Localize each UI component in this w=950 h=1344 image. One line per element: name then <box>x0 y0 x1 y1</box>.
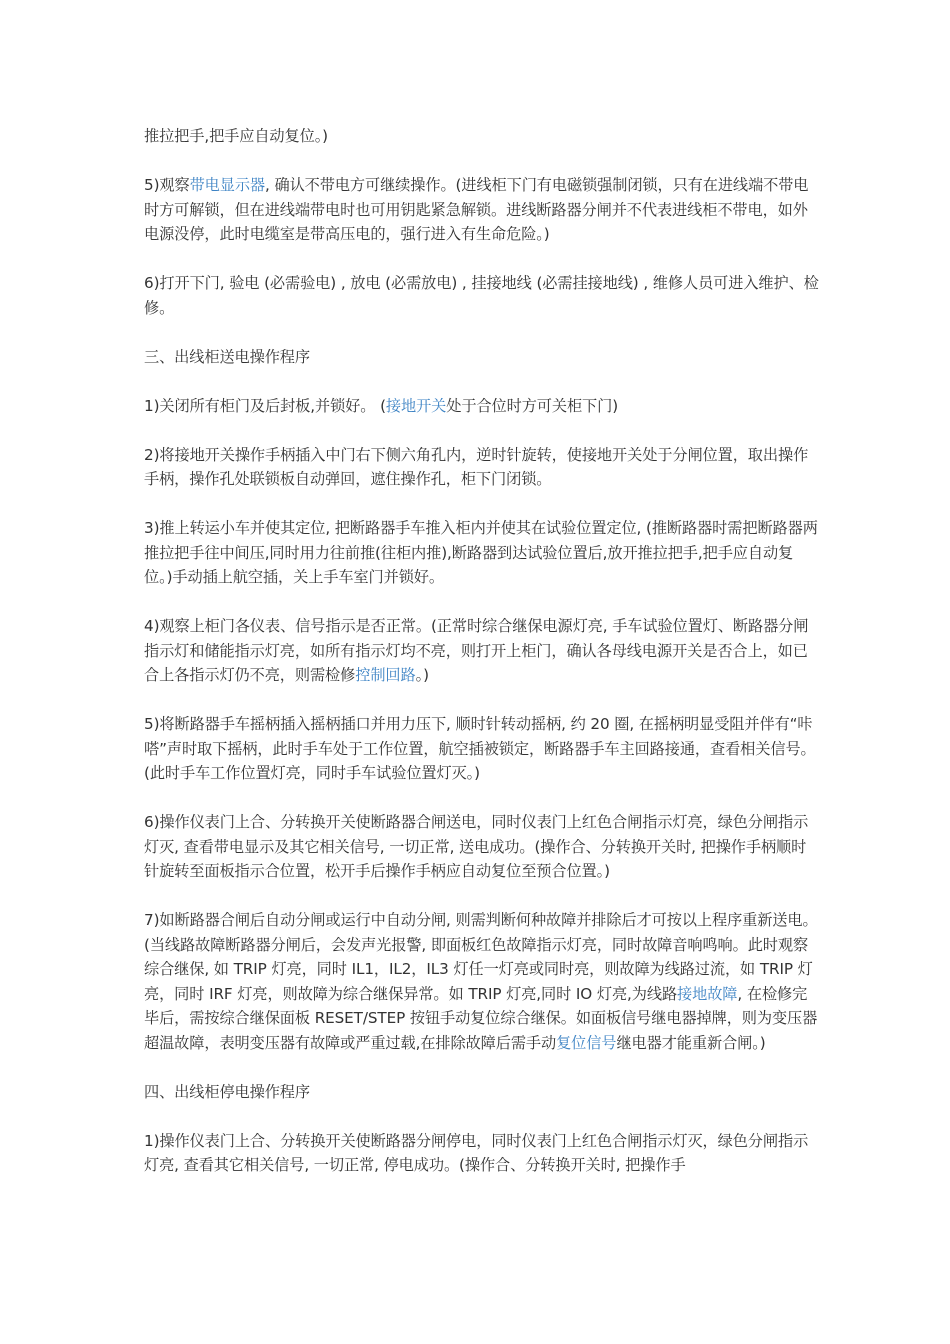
paragraph-outlet-on-step-7 <box>144 908 820 1055</box>
paragraph-outlet-on-step-3 <box>144 516 820 590</box>
paragraph-outlet-on-step-1 <box>144 394 820 419</box>
paragraph-outlet-on-step-2 <box>144 443 820 492</box>
text: 6)打开下门, 验电 (必需验电) , 放电 (必需放电) , 挂接地线 (必需挂接地线) , 维修人员可进入维护、检修。 <box>144 274 819 317</box>
paragraph-outlet-on-step-4 <box>144 614 820 688</box>
paragraph-inlet-step-6 <box>144 271 820 320</box>
text: 1)操作仪表门上合、分转换开关使断路器分闸停电，同时仪表门上红色合闸指示灯灭，绿色分闸指示灯亮, 查看其它相关信号, 一切正常, 停电成功。(操作合、分转换开关时, 把操作手 <box>144 1131 809 1174</box>
text: 2)将接地开关操作手柄插入中门右下侧六角孔内，逆时针旋转，使接地开关处于分闸位置，取出操作手柄，操作孔处联锁板自动弹回，遮住操作孔，柜下门闭锁。 <box>144 445 809 488</box>
link-ground-fault[interactable]: 接地故障 <box>677 984 738 1003</box>
paragraph-inlet-step-5 <box>144 173 820 247</box>
link-control-circuit[interactable]: 控制回路 <box>355 666 416 684</box>
heading-text: 三、出线柜送电操作程序 <box>144 347 310 366</box>
text: 5)观察 <box>144 176 190 194</box>
text: , 确认不带电方可继续操作。(进线柜下门有电磁锁强制闭锁，只有在进线端不带电时方可解锁，但在进线端带电时也可用钥匙紧急解锁。进线断路器分闸并不代表进线柜不带电，如外电源没停，此时电缆室是带高压电的，强行进入有生命危险。) <box>144 176 809 243</box>
text: 处于合位时方可关柜下门) <box>446 396 619 415</box>
paragraph-outlet-on-step-5 <box>144 712 820 786</box>
section-heading-outlet-power-on <box>144 345 820 370</box>
link-reset-signal[interactable]: 复位信号 <box>556 1033 617 1052</box>
text: 7)如断路器合闸后自动分闸或运行中自动分闸, 则需判断何种故障并排除后才可按以上程序重新送电。(当线路故障断路器分闸后，会发声光报警, 即面板红色故障指示灯亮，同时故障音响鸣响。此时观察综合继保, 如 TRIP 灯亮，同时 IL1，IL2，IL3 灯任一灯亮或同时亮，则故障为线路过流，如 TRIP 灯亮，同时 IRF 灯亮，则故障为综合继保异常。如 TRIP 灯亮,同时 IO 灯亮,为线路 <box>144 911 818 1003</box>
text: 3)推上转运小车并使其定位, 把断路器手车推入柜内并使其在试验位置定位, (推断路器时需把断路器两推拉把手往中间压,同时用力往前推(往柜内推),断路器到达试验位置后,放开推拉把手,把手应自动复位。)手动插上航空插，关上手车室门并锁好。 <box>144 519 818 586</box>
link-grounding-switch[interactable]: 接地开关 <box>385 396 447 415</box>
text: 。) <box>415 666 429 684</box>
section-heading-outlet-power-off <box>144 1080 820 1105</box>
text: 1)关闭所有柜门及后封板,并锁好。 ( <box>144 396 386 415</box>
text: 4)观察上柜门各仪表、信号指示是否正常。(正常时综合继保电源灯亮, 手车试验位置灯、断路器分闸指示灯和储能指示灯亮，如所有指示灯均不亮，则打开上柜门，确认各母线电源开关是否合上，如已合上各指示灯仍不亮，则需检修 <box>144 617 809 684</box>
text: 继电器才能重新合闸。) <box>616 1033 766 1052</box>
text: 5)将断路器手车摇柄插入摇柄插口并用力压下, 顺时针转动摇柄, 约 20 圈, 在摇柄明显受阻并伴有“咔嗒”声时取下摇柄，此时手车处于工作位置，航空插被锁定，断路器手车主回路接通，查看相关信号。 (此时手车工作位置灯亮，同时手车试验位置灯灭。) <box>144 715 816 782</box>
paragraph-continuation <box>144 124 820 149</box>
document-body <box>144 124 820 1202</box>
paragraph-outlet-off-step-1 <box>144 1129 820 1178</box>
paragraph-outlet-on-step-6 <box>144 810 820 884</box>
text: 推拉把手,把手应自动复位。) <box>144 127 329 145</box>
text: 6)操作仪表门上合、分转换开关使断路器合闸送电，同时仪表门上红色合闸指示灯亮，绿色分闸指示灯灭, 查看带电显示及其它相关信号, 一切正常, 送电成功。(操作合、分转换开关时, 把操作手柄顺时针旋转至面板指示合位置，松开手后操作手柄应自动复位至预合位置。) <box>144 813 809 880</box>
text: , 在检修完毕后，需按综合继保面板 RESET/STEP 按钮手动复位综合继保。如面板信号继电器掉牌，则为变压器超温故障，表明变压器有故障或严重过载,在排除故障后需手动 <box>144 984 818 1052</box>
heading-text: 四、出线柜停电操作程序 <box>144 1082 310 1101</box>
link-live-indicator[interactable]: 带电显示器 <box>189 176 266 194</box>
